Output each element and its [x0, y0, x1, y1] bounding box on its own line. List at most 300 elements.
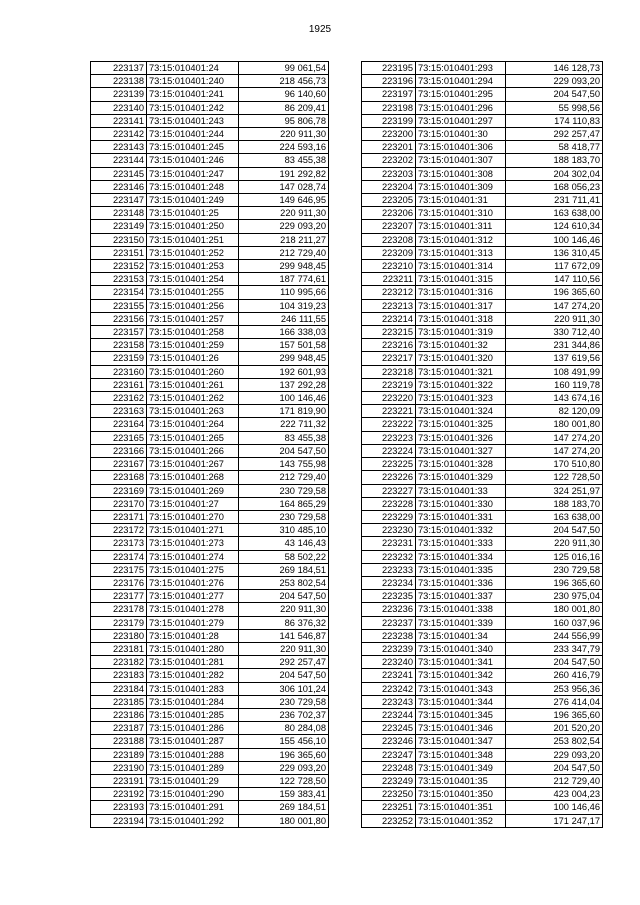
value-cell: 174 110,83 — [506, 114, 603, 127]
cadastral-number-cell: 73:15:010401:327 — [416, 444, 506, 457]
table-row — [91, 695, 329, 708]
table-row — [362, 114, 603, 127]
value-cell: 147 028,74 — [239, 180, 329, 193]
cadastral-number-cell: 73:15:010401:344 — [416, 695, 506, 708]
cadastral-number-cell: 73:15:010401:307 — [416, 154, 506, 167]
cadastral-number-cell: 73:15:010401:342 — [416, 669, 506, 682]
value-cell: 224 593,16 — [239, 141, 329, 154]
record-number-cell: 223180 — [91, 629, 147, 642]
record-number-cell: 223252 — [362, 814, 416, 827]
record-number-cell: 223173 — [91, 537, 147, 550]
table-row — [91, 774, 329, 787]
cadastral-number-cell: 73:15:010401:318 — [416, 312, 506, 325]
record-number-cell: 223193 — [91, 801, 147, 814]
value-cell: 170 510,80 — [506, 458, 603, 471]
cadastral-number-cell: 73:15:010401:326 — [416, 431, 506, 444]
cadastral-number-cell: 73:15:010401:264 — [147, 418, 239, 431]
value-cell: 147 110,56 — [506, 273, 603, 286]
value-cell: 230 729,58 — [239, 695, 329, 708]
cadastral-number-cell: 73:15:010401:294 — [416, 75, 506, 88]
record-number-cell: 223240 — [362, 656, 416, 669]
value-cell: 299 948,45 — [239, 260, 329, 273]
table-row — [362, 207, 603, 220]
record-number-cell: 223159 — [91, 352, 147, 365]
record-number-cell: 223153 — [91, 273, 147, 286]
record-number-cell: 223166 — [91, 444, 147, 457]
value-cell: 220 911,30 — [239, 128, 329, 141]
cadastral-number-cell: 73:15:010401:352 — [416, 814, 506, 827]
value-cell: 310 485,10 — [239, 524, 329, 537]
record-number-cell: 223218 — [362, 365, 416, 378]
table-row — [362, 233, 603, 246]
table-row — [362, 128, 603, 141]
table-row — [91, 88, 329, 101]
table-row — [91, 154, 329, 167]
cadastral-number-cell: 73:15:010401:293 — [416, 62, 506, 75]
cadastral-number-cell: 73:15:010401:33 — [416, 484, 506, 497]
value-cell: 137 619,56 — [506, 352, 603, 365]
table-row — [362, 788, 603, 801]
record-number-cell: 223223 — [362, 431, 416, 444]
table-row — [362, 576, 603, 589]
cadastral-number-cell: 73:15:010401:276 — [147, 576, 239, 589]
table-row — [91, 312, 329, 325]
value-cell: 222 711,32 — [239, 418, 329, 431]
table-row — [91, 590, 329, 603]
value-cell: 204 302,04 — [506, 167, 603, 180]
value-cell: 108 491,99 — [506, 365, 603, 378]
value-cell: 86 376,32 — [239, 616, 329, 629]
table-row — [362, 563, 603, 576]
record-number-cell: 223194 — [91, 814, 147, 827]
cadastral-number-cell: 73:15:010401:337 — [416, 590, 506, 603]
record-number-cell: 223170 — [91, 497, 147, 510]
cadastral-number-cell: 73:15:010401:27 — [147, 497, 239, 510]
value-cell: 168 056,23 — [506, 180, 603, 193]
record-number-cell: 223220 — [362, 392, 416, 405]
value-cell: 218 211,27 — [239, 233, 329, 246]
table-row — [91, 114, 329, 127]
table-row — [362, 722, 603, 735]
value-cell: 204 547,50 — [506, 656, 603, 669]
value-cell: 220 911,30 — [239, 642, 329, 655]
table-row — [91, 339, 329, 352]
cadastral-number-cell: 73:15:010401:296 — [416, 101, 506, 114]
record-number-cell: 223168 — [91, 471, 147, 484]
value-cell: 230 975,04 — [506, 590, 603, 603]
cadastral-number-cell: 73:15:010401:240 — [147, 75, 239, 88]
cadastral-number-cell: 73:15:010401:345 — [416, 708, 506, 721]
value-cell: 160 119,78 — [506, 378, 603, 391]
record-number-cell: 223241 — [362, 669, 416, 682]
record-number-cell: 223148 — [91, 207, 147, 220]
table-row — [362, 458, 603, 471]
table-row — [91, 576, 329, 589]
cadastral-number-cell: 73:15:010401:249 — [147, 194, 239, 207]
record-number-cell: 223178 — [91, 603, 147, 616]
cadastral-number-cell: 73:15:010401:278 — [147, 603, 239, 616]
value-cell: 147 274,20 — [506, 431, 603, 444]
value-cell: 164 865,29 — [239, 497, 329, 510]
value-cell: 230 729,58 — [239, 484, 329, 497]
record-number-cell: 223143 — [91, 141, 147, 154]
table-row — [362, 484, 603, 497]
table-row — [362, 471, 603, 484]
record-number-cell: 223140 — [91, 101, 147, 114]
cadastral-number-cell: 73:15:010401:243 — [147, 114, 239, 127]
record-number-cell: 223233 — [362, 563, 416, 576]
table-row — [91, 458, 329, 471]
value-cell: 43 146,43 — [239, 537, 329, 550]
value-cell: 137 292,28 — [239, 378, 329, 391]
record-number-cell: 223174 — [91, 550, 147, 563]
value-cell: 188 183,70 — [506, 154, 603, 167]
value-cell: 299 948,45 — [239, 352, 329, 365]
record-number-cell: 223234 — [362, 576, 416, 589]
cadastral-number-cell: 73:15:010401:334 — [416, 550, 506, 563]
value-cell: 180 001,80 — [506, 603, 603, 616]
record-number-cell: 223137 — [91, 62, 147, 75]
table-row — [362, 418, 603, 431]
table-row — [362, 88, 603, 101]
cadastral-number-cell: 73:15:010401:291 — [147, 801, 239, 814]
value-cell: 82 120,09 — [506, 405, 603, 418]
record-number-cell: 223152 — [91, 260, 147, 273]
record-number-cell: 223183 — [91, 669, 147, 682]
table-row — [91, 616, 329, 629]
table-row — [362, 405, 603, 418]
cadastral-number-cell: 73:15:010401:283 — [147, 682, 239, 695]
record-number-cell: 223197 — [362, 88, 416, 101]
record-number-cell: 223214 — [362, 312, 416, 325]
record-number-cell: 223185 — [91, 695, 147, 708]
table-row — [91, 141, 329, 154]
table-row — [91, 524, 329, 537]
cadastral-number-cell: 73:15:010401:348 — [416, 748, 506, 761]
cadastral-number-cell: 73:15:010401:242 — [147, 101, 239, 114]
cadastral-number-cell: 73:15:010401:319 — [416, 326, 506, 339]
record-number-cell: 223147 — [91, 194, 147, 207]
table-row — [91, 220, 329, 233]
value-cell: 220 911,30 — [239, 603, 329, 616]
table-row — [362, 299, 603, 312]
cadastral-number-cell: 73:15:010401:261 — [147, 378, 239, 391]
record-number-cell: 223235 — [362, 590, 416, 603]
record-number-cell: 223191 — [91, 774, 147, 787]
value-cell: 253 802,54 — [506, 735, 603, 748]
value-cell: 218 456,73 — [239, 75, 329, 88]
record-number-cell: 223244 — [362, 708, 416, 721]
cadastral-number-cell: 73:15:010401:260 — [147, 365, 239, 378]
table-row — [362, 312, 603, 325]
page-number: 1925 — [308, 24, 332, 35]
table-row — [91, 656, 329, 669]
value-cell: 212 729,40 — [239, 246, 329, 259]
record-number-cell: 223162 — [91, 392, 147, 405]
value-cell: 191 292,82 — [239, 167, 329, 180]
cadastral-number-cell: 73:15:010401:295 — [416, 88, 506, 101]
cadastral-number-cell: 73:15:010401:323 — [416, 392, 506, 405]
table-row — [91, 497, 329, 510]
value-cell: 171 819,90 — [239, 405, 329, 418]
table-row — [91, 682, 329, 695]
cadastral-number-cell: 73:15:010401:30 — [416, 128, 506, 141]
record-number-cell: 223251 — [362, 801, 416, 814]
record-number-cell: 223237 — [362, 616, 416, 629]
cadastral-number-cell: 73:15:010401:247 — [147, 167, 239, 180]
cadastral-number-cell: 73:15:010401:287 — [147, 735, 239, 748]
value-cell: 143 755,98 — [239, 458, 329, 471]
cadastral-number-cell: 73:15:010401:297 — [416, 114, 506, 127]
table-row — [91, 299, 329, 312]
record-number-cell: 223192 — [91, 788, 147, 801]
value-cell: 117 672,09 — [506, 260, 603, 273]
table-row — [91, 431, 329, 444]
record-number-cell: 223138 — [91, 75, 147, 88]
value-cell: 122 728,50 — [506, 471, 603, 484]
table-row — [91, 167, 329, 180]
table-row — [362, 603, 603, 616]
record-number-cell: 223157 — [91, 326, 147, 339]
value-cell: 196 365,60 — [506, 576, 603, 589]
value-cell: 269 184,51 — [239, 563, 329, 576]
table-row — [362, 550, 603, 563]
table-row — [362, 510, 603, 523]
record-number-cell: 223245 — [362, 722, 416, 735]
record-number-cell: 223150 — [91, 233, 147, 246]
record-number-cell: 223225 — [362, 458, 416, 471]
cadastral-number-cell: 73:15:010401:315 — [416, 273, 506, 286]
cadastral-number-cell: 73:15:010401:29 — [147, 774, 239, 787]
record-number-cell: 223246 — [362, 735, 416, 748]
value-cell: 122 728,50 — [239, 774, 329, 787]
cadastral-number-cell: 73:15:010401:252 — [147, 246, 239, 259]
value-cell: 196 365,60 — [239, 748, 329, 761]
cadastral-number-cell: 73:15:010401:263 — [147, 405, 239, 418]
table-row — [362, 392, 603, 405]
record-number-cell: 223161 — [91, 378, 147, 391]
record-number-cell: 223227 — [362, 484, 416, 497]
table-row — [91, 444, 329, 457]
table-row — [362, 246, 603, 259]
value-cell: 104 319,23 — [239, 299, 329, 312]
cadastral-number-cell: 73:15:010401:347 — [416, 735, 506, 748]
table-row — [91, 550, 329, 563]
cadastral-number-cell: 73:15:010401:262 — [147, 392, 239, 405]
table-row — [91, 273, 329, 286]
cadastral-number-cell: 73:15:010401:244 — [147, 128, 239, 141]
value-cell: 276 414,04 — [506, 695, 603, 708]
table-row — [91, 352, 329, 365]
table-row — [362, 378, 603, 391]
cadastral-number-cell: 73:15:010401:281 — [147, 656, 239, 669]
cadastral-number-cell: 73:15:010401:35 — [416, 774, 506, 787]
table-row — [91, 405, 329, 418]
value-cell: 229 093,20 — [506, 75, 603, 88]
record-number-cell: 223231 — [362, 537, 416, 550]
table-row — [362, 167, 603, 180]
record-number-cell: 223224 — [362, 444, 416, 457]
value-cell: 100 146,46 — [506, 801, 603, 814]
cadastral-number-cell: 73:15:010401:258 — [147, 326, 239, 339]
record-number-cell: 223171 — [91, 510, 147, 523]
table-row — [362, 814, 603, 827]
table-row — [91, 365, 329, 378]
value-cell: 220 911,30 — [239, 207, 329, 220]
table-row — [91, 128, 329, 141]
cadastral-number-cell: 73:15:010401:277 — [147, 590, 239, 603]
record-number-cell: 223188 — [91, 735, 147, 748]
right-register-table — [361, 61, 603, 828]
cadastral-number-cell: 73:15:010401:332 — [416, 524, 506, 537]
cadastral-number-cell: 73:15:010401:309 — [416, 180, 506, 193]
cadastral-number-cell: 73:15:010401:313 — [416, 246, 506, 259]
cadastral-number-cell: 73:15:010401:34 — [416, 629, 506, 642]
table-row — [91, 194, 329, 207]
value-cell: 212 729,40 — [506, 774, 603, 787]
table-row — [91, 642, 329, 655]
table-row — [362, 642, 603, 655]
record-number-cell: 223210 — [362, 260, 416, 273]
value-cell: 330 712,40 — [506, 326, 603, 339]
record-number-cell: 223181 — [91, 642, 147, 655]
table-row — [91, 629, 329, 642]
cadastral-number-cell: 73:15:010401:241 — [147, 88, 239, 101]
value-cell: 244 556,99 — [506, 629, 603, 642]
record-number-cell: 223238 — [362, 629, 416, 642]
cadastral-number-cell: 73:15:010401:321 — [416, 365, 506, 378]
value-cell: 212 729,40 — [239, 471, 329, 484]
table-row — [362, 286, 603, 299]
table-row — [91, 101, 329, 114]
cadastral-number-cell: 73:15:010401:282 — [147, 669, 239, 682]
value-cell: 204 547,50 — [239, 590, 329, 603]
table-row — [362, 682, 603, 695]
cadastral-number-cell: 73:15:010401:339 — [416, 616, 506, 629]
value-cell: 55 998,56 — [506, 101, 603, 114]
record-number-cell: 223156 — [91, 312, 147, 325]
record-number-cell: 223230 — [362, 524, 416, 537]
cadastral-number-cell: 73:15:010401:26 — [147, 352, 239, 365]
value-cell: 220 911,30 — [506, 537, 603, 550]
table-row — [362, 695, 603, 708]
table-row — [362, 590, 603, 603]
cadastral-number-cell: 73:15:010401:338 — [416, 603, 506, 616]
cadastral-number-cell: 73:15:010401:308 — [416, 167, 506, 180]
table-row — [91, 392, 329, 405]
cadastral-number-cell: 73:15:010401:289 — [147, 761, 239, 774]
cadastral-number-cell: 73:15:010401:31 — [416, 194, 506, 207]
value-cell: 146 128,73 — [506, 62, 603, 75]
record-number-cell: 223207 — [362, 220, 416, 233]
record-number-cell: 223216 — [362, 339, 416, 352]
value-cell: 196 365,60 — [506, 708, 603, 721]
value-cell: 80 284,08 — [239, 722, 329, 735]
cadastral-number-cell: 73:15:010401:311 — [416, 220, 506, 233]
record-number-cell: 223228 — [362, 497, 416, 510]
table-row — [91, 207, 329, 220]
table-row — [362, 629, 603, 642]
cadastral-number-cell: 73:15:010401:254 — [147, 273, 239, 286]
value-cell: 306 101,24 — [239, 682, 329, 695]
table-row — [362, 537, 603, 550]
table-row — [362, 748, 603, 761]
value-cell: 147 274,20 — [506, 444, 603, 457]
table-row — [362, 352, 603, 365]
value-cell: 292 257,47 — [506, 128, 603, 141]
value-cell: 230 729,58 — [506, 563, 603, 576]
table-row — [362, 326, 603, 339]
value-cell: 83 455,38 — [239, 154, 329, 167]
table-row — [91, 180, 329, 193]
record-number-cell: 223139 — [91, 88, 147, 101]
cadastral-number-cell: 73:15:010401:284 — [147, 695, 239, 708]
record-number-cell: 223190 — [91, 761, 147, 774]
cadastral-number-cell: 73:15:010401:317 — [416, 299, 506, 312]
cadastral-number-cell: 73:15:010401:250 — [147, 220, 239, 233]
table-row — [362, 761, 603, 774]
value-cell: 149 646,95 — [239, 194, 329, 207]
record-number-cell: 223151 — [91, 246, 147, 259]
record-number-cell: 223249 — [362, 774, 416, 787]
record-number-cell: 223175 — [91, 563, 147, 576]
cadastral-number-cell: 73:15:010401:259 — [147, 339, 239, 352]
table-row — [91, 563, 329, 576]
value-cell: 125 016,16 — [506, 550, 603, 563]
value-cell: 196 365,60 — [506, 286, 603, 299]
record-number-cell: 223145 — [91, 167, 147, 180]
cadastral-number-cell: 73:15:010401:267 — [147, 458, 239, 471]
table-row — [91, 537, 329, 550]
value-cell: 171 247,17 — [506, 814, 603, 827]
table-row — [91, 378, 329, 391]
value-cell: 253 802,54 — [239, 576, 329, 589]
record-number-cell: 223202 — [362, 154, 416, 167]
cadastral-number-cell: 73:15:010401:320 — [416, 352, 506, 365]
table-row — [362, 101, 603, 114]
table-row — [91, 722, 329, 735]
table-row — [362, 735, 603, 748]
cadastral-number-cell: 73:15:010401:25 — [147, 207, 239, 220]
cadastral-number-cell: 73:15:010401:312 — [416, 233, 506, 246]
table-row — [362, 431, 603, 444]
cadastral-number-cell: 73:15:010401:340 — [416, 642, 506, 655]
record-number-cell: 223213 — [362, 299, 416, 312]
cadastral-number-cell: 73:15:010401:274 — [147, 550, 239, 563]
value-cell: 253 956,36 — [506, 682, 603, 695]
table-row — [91, 669, 329, 682]
record-number-cell: 223203 — [362, 167, 416, 180]
record-number-cell: 223164 — [91, 418, 147, 431]
table-row — [91, 814, 329, 827]
value-cell: 166 338,03 — [239, 326, 329, 339]
table-row — [362, 180, 603, 193]
cadastral-number-cell: 73:15:010401:256 — [147, 299, 239, 312]
record-number-cell: 223242 — [362, 682, 416, 695]
value-cell: 110 995,66 — [239, 286, 329, 299]
value-cell: 201 520,20 — [506, 722, 603, 735]
value-cell: 163 638,00 — [506, 207, 603, 220]
record-number-cell: 223215 — [362, 326, 416, 339]
record-number-cell: 223248 — [362, 761, 416, 774]
table-row — [362, 669, 603, 682]
cadastral-number-cell: 73:15:010401:346 — [416, 722, 506, 735]
record-number-cell: 223163 — [91, 405, 147, 418]
record-number-cell: 223189 — [91, 748, 147, 761]
value-cell: 58 418,77 — [506, 141, 603, 154]
record-number-cell: 223208 — [362, 233, 416, 246]
record-number-cell: 223155 — [91, 299, 147, 312]
